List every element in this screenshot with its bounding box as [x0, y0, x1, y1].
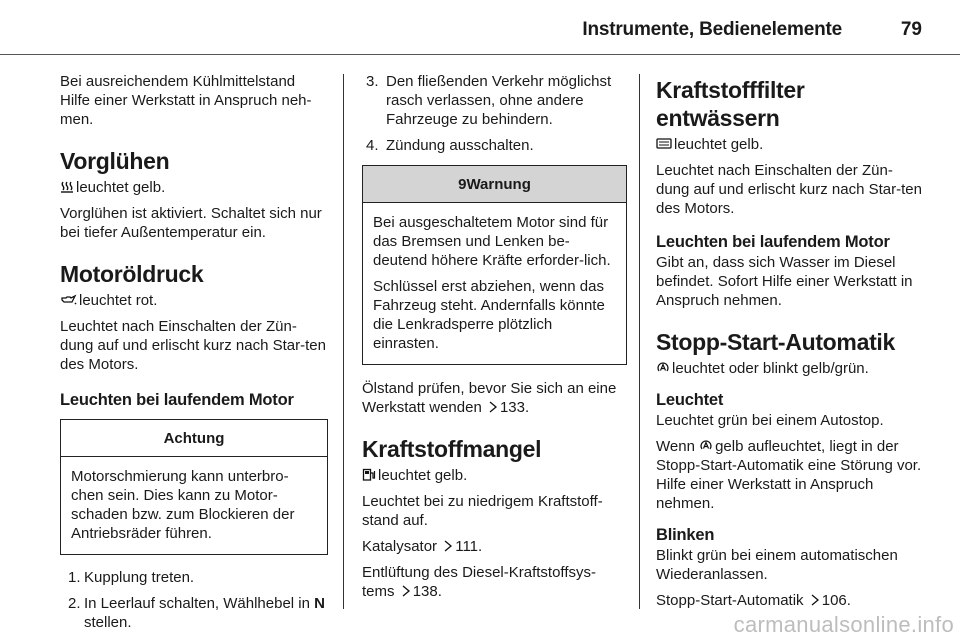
- list-item: 3. Den fließenden Verkehr möglichst rasch verlassen, ohne andere Fahrzeuge zu behindern.: [366, 73, 612, 128]
- glow-status: leuchtet gelb.: [76, 179, 166, 196]
- page-ref-link[interactable]: 138.: [412, 583, 442, 600]
- lit-subheading: Leuchtet: [656, 391, 724, 409]
- lit-text-2: Wenn gelb aufleuchtet, liegt in der Stopp-Start-Automatik eine Störung vor. Hilfe einer Werkstatt in Anspruch nehmen.: [656, 438, 922, 512]
- glow-heading: Vorglühen: [60, 148, 170, 174]
- fuel-text: Leuchtet bei zu niedrigem Kraftstoff-stand auf.: [362, 493, 603, 529]
- page-ref-link[interactable]: 133.: [499, 399, 530, 416]
- stop-start-heading: Stopp-Start-Automatik: [656, 329, 896, 355]
- gear-neutral-label: N: [314, 595, 325, 612]
- oil-status-line: [60, 291, 328, 310]
- stopstart-status: leuchtet oder blinkt gelb/grün.: [672, 360, 869, 377]
- steps-list-1: [60, 568, 328, 632]
- list-item: 4. Zündung ausschalten.: [366, 137, 534, 154]
- fuel-low-heading: Kraftstoffmangel: [362, 436, 542, 462]
- fuel-filter-heading: Kraftstofffilter entwässern: [656, 77, 805, 131]
- oil-pressure-heading: Motoröldruck: [60, 261, 204, 287]
- filter-text: Leuchtet nach Einschalten der Zün-dung auf und erlischt kurz nach Star-ten des Motors.: [656, 162, 922, 217]
- warning-title-bar: [363, 166, 626, 203]
- fuel-filter-icon: [656, 137, 672, 150]
- filter-status-line: [656, 135, 924, 154]
- warning-triangle-icon: 9: [458, 176, 467, 193]
- warning-box: [362, 165, 627, 365]
- glow-plug-icon: [60, 180, 74, 193]
- page-ref-arrow-icon: [401, 585, 411, 597]
- fuel-pump-icon: [362, 468, 376, 481]
- glow-text: Vorglühen ist aktiviert. Schaltet sich nur bei tiefer Außentemperatur ein.: [60, 205, 322, 241]
- column-divider-2: [639, 74, 640, 609]
- filter-status: leuchtet gelb.: [674, 136, 764, 153]
- caution-text: Motorschmierung kann unterbro-chen sein. Dies kann zu Motor-schaden bzw. zum Blockieren der Antriebsräder führen.: [71, 468, 295, 542]
- list-item: 2. In Leerlauf schalten, Wählhebel in N stellen.: [68, 595, 325, 631]
- warning-text-2: Schlüssel erst abziehen, wenn das Fahrzeug steht. Andernfalls könnte die Lenkradsperre plötzlich einrasten.: [373, 278, 605, 352]
- page-ref-arrow-icon: [810, 594, 820, 606]
- lit-text: Leuchtet grün bei einem Autostop.: [656, 412, 884, 429]
- column-right: [656, 72, 924, 617]
- column-divider-1: [343, 74, 344, 609]
- warning-title: Warnung: [466, 176, 531, 193]
- stopstart-ref: Stopp-Start-Automatik 106.: [656, 592, 851, 609]
- page-ref-arrow-icon: [443, 540, 453, 552]
- glow-status-line: [60, 178, 328, 197]
- header-divider: [0, 54, 960, 55]
- stop-start-icon: [699, 439, 713, 452]
- section-title: Instrumente, Bedienelemente: [582, 19, 842, 40]
- blink-subheading: Blinken: [656, 526, 715, 544]
- filter-subtext: Gibt an, dass sich Wasser im Diesel befindet. Sofort Hilfe einer Werkstatt in Anspruch nehmen.: [656, 254, 913, 309]
- page-header: [0, 0, 960, 52]
- list-item: 1. Kupplung treten.: [68, 569, 195, 586]
- warning-text-1: Bei ausgeschaltetem Motor sind für das Bremsen und Lenken be-deutend höhere Kräfte erforder-lich.: [373, 214, 611, 269]
- column-left: [60, 72, 328, 639]
- oil-status: leuchtet rot.: [79, 292, 158, 309]
- diesel-bleed-ref: Entlüftung des Diesel-Kraftstoffsys-tems 138.: [362, 564, 596, 600]
- caution-box: [60, 419, 328, 555]
- catalyst-ref: Katalysator 111.: [362, 538, 483, 555]
- oil-can-icon: [60, 293, 77, 306]
- stop-start-icon: [656, 361, 670, 374]
- oil-text: Leuchtet nach Einschalten der Zün-dung auf und erlischt kurz nach Star-ten des Motors.: [60, 318, 326, 373]
- page-ref-arrow-icon: [488, 401, 498, 413]
- page-number: 79: [900, 19, 922, 40]
- fuel-status-line: [362, 466, 627, 485]
- stopstart-status-line: [656, 359, 924, 378]
- oil-running-subheading: Leuchten bei laufendem Motor: [60, 391, 294, 409]
- page-ref-link[interactable]: 111.: [455, 538, 483, 555]
- fuel-status: leuchtet gelb.: [378, 467, 468, 484]
- coolant-intro-text: Bei ausreichendem Kühlmittelstand Hilfe einer Werkstatt in Anspruch neh-men.: [60, 73, 312, 128]
- blink-text: Blinkt grün bei einem automatischen Wiederanlassen.: [656, 547, 898, 583]
- caution-title: Achtung: [61, 420, 327, 457]
- oil-check-text: Ölstand prüfen, bevor Sie sich an eine Werkstatt wenden 133.: [362, 380, 617, 416]
- watermark: carmanualsonline.info: [733, 612, 954, 637]
- page-ref-link[interactable]: 106.: [821, 592, 851, 609]
- filter-running-subheading: Leuchten bei laufendem Motor: [656, 233, 890, 251]
- column-middle: [362, 72, 627, 608]
